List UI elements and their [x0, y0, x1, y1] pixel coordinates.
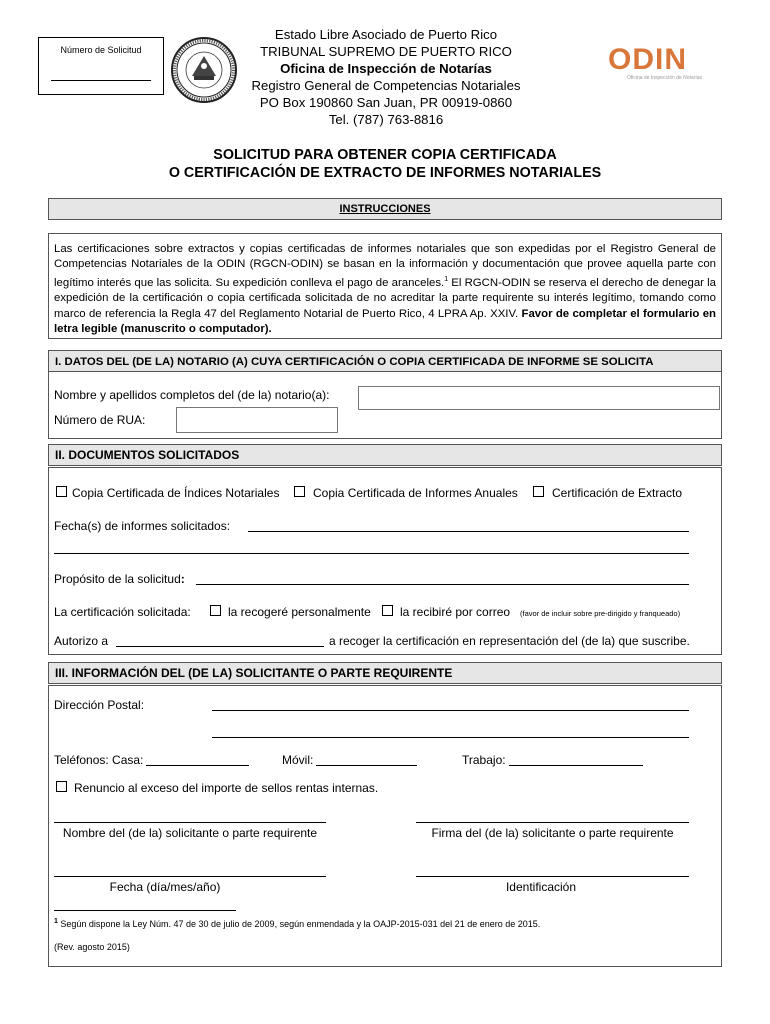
request-number-box: [38, 37, 164, 95]
footnote-mark: 1: [54, 918, 58, 925]
phone-mobile-label: Móvil:: [282, 753, 314, 767]
section3-heading: [48, 662, 722, 684]
rua-field[interactable]: [176, 407, 338, 433]
instructions-heading-text: INSTRUCCIONES: [339, 203, 431, 215]
odin-logo-subtitle: Oficina de Inspección de Notarías: [626, 75, 702, 81]
mail-note: (favor de incluir sobre pre-dirigido y franqueado): [520, 609, 681, 618]
header-line-court: TRIBUNAL SUPREMO DE PUERTO RICO: [260, 44, 512, 59]
date-label: Fecha (día/mes/año): [109, 880, 221, 894]
authorize-name-line[interactable]: [116, 646, 324, 647]
postal-address-line-2[interactable]: [212, 737, 689, 738]
section3-heading-text: III. INFORMACIÓN DEL (DE LA) SOLICITANTE O PARTE REQUIRENTE: [55, 666, 453, 680]
extract-certification-checkbox[interactable]: [533, 486, 544, 497]
extract-certification-label: Certificación de Extracto: [552, 486, 683, 500]
report-dates-line[interactable]: [248, 531, 689, 532]
postal-address-label: Dirección Postal:: [54, 698, 145, 712]
odin-logo-text: ODIN: [608, 43, 687, 76]
instructions-heading: [48, 198, 722, 220]
header-line-commonwealth: Estado Libre Asociado de Puerto Rico: [274, 27, 498, 42]
copy-annual-reports-label: Copia Certificada de Informes Anuales: [313, 486, 518, 500]
section2-heading: [48, 444, 722, 466]
footnote-separator: [54, 910, 236, 911]
requester-signature-label: Firma del (de la) solicitante o parte requirente: [431, 826, 674, 840]
request-number-line[interactable]: [51, 80, 151, 81]
phone-work-label: Trabajo:: [462, 753, 506, 767]
pickup-label: la recogeré personalmente: [228, 605, 371, 619]
rua-label: Número de RUA:: [54, 413, 146, 427]
copy-indices-checkbox[interactable]: [56, 486, 67, 497]
footnote: [54, 918, 540, 929]
delivery-label: La certificación solicitada:: [54, 605, 191, 619]
requester-signature-line[interactable]: [416, 822, 689, 823]
waiver-checkbox[interactable]: [56, 781, 67, 792]
phone-mobile-line[interactable]: [316, 765, 417, 766]
identification-label: Identificación: [505, 880, 577, 894]
supreme-court-seal-icon: [170, 36, 238, 104]
agency-header: [240, 26, 532, 128]
date-line[interactable]: [54, 876, 326, 877]
section1-heading: [48, 350, 722, 372]
purpose-label-text: Propósito de la solicitud: [54, 572, 181, 586]
report-dates-line-2[interactable]: [54, 553, 689, 554]
copy-indices-label: Copia Certificada de Índices Notariales: [72, 486, 280, 500]
section1-heading-text: I. DATOS DEL (DE LA) NOTARIO (A) CUYA CERTIFICACIÓN O COPIA CERTIFICADA DE INFORME SE SOLICITA: [55, 356, 654, 368]
header-line-registry: Registro General de Competencias Notariales: [251, 78, 521, 93]
report-dates-label: Fecha(s) de informes solicitados:: [54, 519, 231, 533]
pickup-checkbox[interactable]: [210, 605, 221, 616]
copy-annual-reports-checkbox[interactable]: [294, 486, 305, 497]
instructions-text: [54, 242, 716, 337]
purpose-label-colon: :: [180, 572, 185, 586]
notary-name-label: Nombre y apellidos completos del (de la) notario(a):: [54, 388, 330, 402]
identification-line[interactable]: [416, 876, 689, 877]
phone-home-label: Teléfonos: Casa:: [54, 753, 144, 767]
request-number-label: Número de Solicitud: [60, 45, 142, 55]
form-title: [60, 146, 710, 182]
odin-logo: [602, 45, 704, 90]
instructions-footnote-mark: 1: [444, 276, 449, 284]
authorize-label: Autorizo a: [54, 634, 109, 648]
mail-checkbox[interactable]: [382, 605, 393, 616]
header-line-phone: Tel. (787) 763-8816: [328, 112, 444, 127]
waiver-label: Renuncio al exceso del importe de sellos rentas internas.: [74, 781, 379, 795]
phone-work-line[interactable]: [509, 765, 643, 766]
section2-heading-text: II. DOCUMENTOS SOLICITADOS: [55, 448, 240, 462]
phone-home-line[interactable]: [146, 765, 249, 766]
mail-label: la recibiré por correo: [400, 605, 511, 619]
purpose-line[interactable]: [196, 584, 689, 585]
header-line-office: Oficina de Inspección de Notarías: [280, 61, 492, 76]
notary-name-field[interactable]: [358, 386, 720, 410]
authorize-rest: a recoger la certificación en representación del (de la) que suscribe.: [329, 634, 690, 648]
requester-name-line[interactable]: [54, 822, 326, 823]
header-line-address: PO Box 190860 San Juan, PR 00919-0860: [259, 95, 513, 110]
form-title-line2: O CERTIFICACIÓN DE EXTRACTO DE INFORMES NOTARIALES: [168, 165, 602, 181]
form-title-line1: SOLICITUD PARA OBTENER COPIA CERTIFICADA: [213, 147, 557, 163]
instructions-body-2: El RGCN-ODIN se reserva el derecho de denegar la expedición de la certificación o copia certificada solicitada de no acreditar la parte requirente su interés legítimo, tomando como marco de referencia la Regla 47 del Reglamento Notarial de Puerto Rico, 4 LPRA Ap. XXIV.: [54, 277, 717, 320]
postal-address-line-1[interactable]: [212, 710, 689, 711]
requester-name-label: Nombre del (de la) solicitante o parte requirente: [62, 826, 318, 840]
purpose-label: [54, 572, 185, 586]
revision-label: (Rev. agosto 2015): [54, 942, 130, 952]
instructions-body-bold: Favor de completar el formulario en letra legible (manuscrito o computador).: [54, 307, 716, 335]
footnote-text: Según dispone la Ley Núm. 47 de 30 de julio de 2009, según enmendada y la OAJP-2015-031 del 21 de enero de 2015.: [57, 919, 541, 929]
instructions-body: Las certificaciones sobre extractos y copias certificadas de informes notariales que son expedidas por el Registro General de Competencias Notariales de la ODIN (RGCN-ODIN) se basan en la información y documentación que provee aquella parte con legítimo interés que las solicita. Su expedición conlleva el pago de aranceles.: [54, 243, 716, 290]
